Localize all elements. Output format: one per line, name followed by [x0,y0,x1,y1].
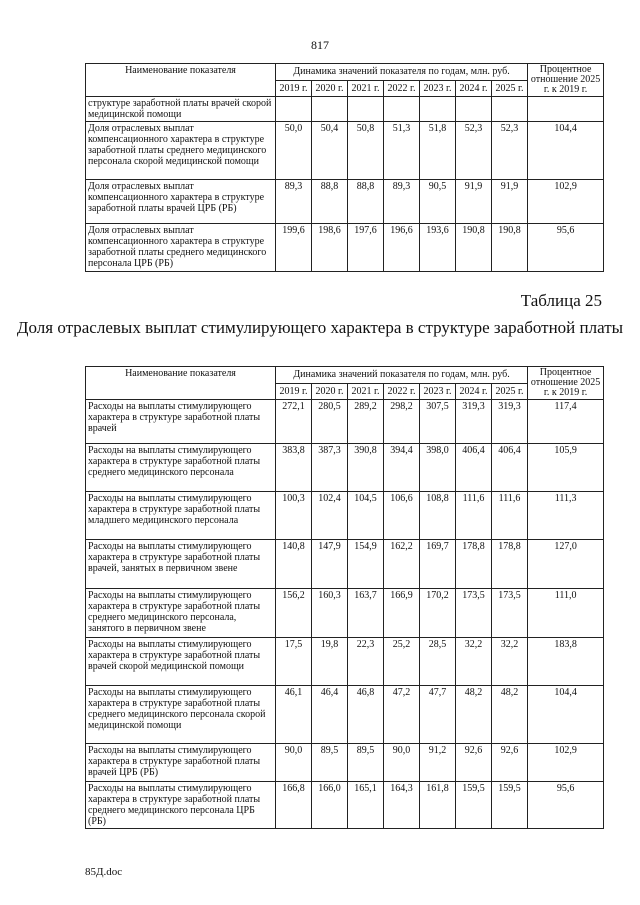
cell-value: 289,2 [348,400,384,444]
cell-percent [528,97,604,122]
cell-value: 173,5 [492,589,528,638]
cell-percent: 105,9 [528,444,604,492]
cell-value: 17,5 [276,638,312,686]
cell-value: 199,6 [276,224,312,272]
row-indicator-name: Расходы на выплаты стимулирующего характера в структуре заработной платы среднего медицинского персонала скорой медицинской помощи [86,686,276,744]
cell-value: 111,6 [456,492,492,540]
cell-value: 307,5 [420,400,456,444]
cell-value: 46,4 [312,686,348,744]
cell-value [276,97,312,122]
cell-value: 165,1 [348,782,384,829]
cell-value: 190,8 [456,224,492,272]
cell-value: 108,8 [420,492,456,540]
table-row [86,492,604,540]
cell-value: 390,8 [348,444,384,492]
cell-value: 88,8 [348,180,384,224]
cell-value: 161,8 [420,782,456,829]
cell-value: 298,2 [384,400,420,444]
row-indicator-name: Расходы на выплаты стимулирующего характера в структуре заработной платы врачей ЦРБ (РБ) [86,744,276,782]
cell-value: 193,6 [420,224,456,272]
cell-percent: 102,9 [528,744,604,782]
cell-value: 25,2 [384,638,420,686]
table-row [86,638,604,686]
table-row [86,744,604,782]
header-percent: Процентное отношение 2025 г. к 2019 г. [528,64,604,97]
cell-value: 156,2 [276,589,312,638]
row-indicator-name: Расходы на выплаты стимулирующего характера в структуре заработной платы врачей, занятых в первичном звене [86,540,276,589]
cell-value: 319,3 [492,400,528,444]
cell-value: 319,3 [456,400,492,444]
table-title: Доля отраслевых выплат стимулирующего характера в структуре заработной платы [16,318,624,337]
header-year: 2020 г. [312,383,348,400]
cell-value: 100,3 [276,492,312,540]
header-name-col: Наименование показателя [86,64,276,97]
cell-percent: 111,0 [528,589,604,638]
row-indicator-name: Доля отраслевых выплат компенсационного характера в структуре заработной платы врачей ЦРБ (РБ) [86,180,276,224]
cell-value: 50,0 [276,122,312,180]
cell-value: 90,0 [384,744,420,782]
header-name-col: Наименование показателя [86,367,276,400]
header-year: 2022 г. [384,383,420,400]
table-row [86,540,604,589]
header-year: 2021 г. [348,383,384,400]
cell-value: 92,6 [492,744,528,782]
cell-value: 166,0 [312,782,348,829]
cell-value: 178,8 [456,540,492,589]
cell-value: 394,4 [384,444,420,492]
page-number: 817 [311,38,329,52]
cell-value: 89,5 [312,744,348,782]
cell-percent: 117,4 [528,400,604,444]
cell-value: 383,8 [276,444,312,492]
cell-value: 32,2 [456,638,492,686]
header-year: 2022 г. [384,80,420,97]
header-year: 2023 г. [420,383,456,400]
cell-value: 50,8 [348,122,384,180]
cell-percent: 104,4 [528,686,604,744]
cell-value: 198,6 [312,224,348,272]
cell-percent: 102,9 [528,180,604,224]
cell-value: 190,8 [492,224,528,272]
table-25 [85,366,604,829]
cell-value: 46,1 [276,686,312,744]
cell-value: 92,6 [456,744,492,782]
cell-value: 196,6 [384,224,420,272]
cell-value: 51,8 [420,122,456,180]
cell-value: 51,3 [384,122,420,180]
table-row [86,224,604,272]
row-indicator-name: структуре заработной платы врачей скорой медицинской помощи [86,97,276,122]
cell-value: 88,8 [312,180,348,224]
cell-value: 140,8 [276,540,312,589]
header-dynamics: Динамика значений показателя по годам, млн. руб. [276,367,528,384]
cell-value: 32,2 [492,638,528,686]
cell-value: 159,5 [492,782,528,829]
table-label: Таблица 25 [520,291,602,310]
cell-value: 89,3 [384,180,420,224]
cell-value: 90,0 [276,744,312,782]
cell-value: 166,8 [276,782,312,829]
header-year: 2019 г. [276,80,312,97]
cell-value: 48,2 [492,686,528,744]
cell-value [312,97,348,122]
footer-filename: 85Д.doc [85,866,123,878]
cell-value: 91,2 [420,744,456,782]
cell-percent: 127,0 [528,540,604,589]
cell-value: 89,3 [276,180,312,224]
cell-value [492,97,528,122]
cell-value: 52,3 [456,122,492,180]
cell-percent: 95,6 [528,224,604,272]
cell-value: 387,3 [312,444,348,492]
cell-value: 111,6 [492,492,528,540]
row-indicator-name: Доля отраслевых выплат компенсационного характера в структуре заработной платы среднего медицинского персонала ЦРБ (РБ) [86,224,276,272]
cell-percent: 183,8 [528,638,604,686]
header-year: 2024 г. [456,80,492,97]
table-continued [85,63,604,272]
cell-value: 91,9 [492,180,528,224]
table-a-body [86,97,604,272]
header-year: 2019 г. [276,383,312,400]
cell-value: 280,5 [312,400,348,444]
header-year: 2023 г. [420,80,456,97]
cell-value: 163,7 [348,589,384,638]
cell-value: 398,0 [420,444,456,492]
cell-value: 169,7 [420,540,456,589]
header-year: 2020 г. [312,80,348,97]
cell-value: 22,3 [348,638,384,686]
cell-value: 47,7 [420,686,456,744]
cell-value: 104,5 [348,492,384,540]
table-b-body [86,400,604,829]
cell-value: 28,5 [420,638,456,686]
cell-percent: 104,4 [528,122,604,180]
table-row [86,180,604,224]
cell-value [420,97,456,122]
cell-value: 89,5 [348,744,384,782]
cell-value: 166,9 [384,589,420,638]
cell-value: 102,4 [312,492,348,540]
cell-value: 147,9 [312,540,348,589]
cell-value: 159,5 [456,782,492,829]
cell-value: 160,3 [312,589,348,638]
header-year: 2021 г. [348,80,384,97]
row-indicator-name: Расходы на выплаты стимулирующего характера в структуре заработной платы врачей [86,400,276,444]
cell-value: 197,6 [348,224,384,272]
cell-value [456,97,492,122]
cell-value: 90,5 [420,180,456,224]
table-row [86,400,604,444]
cell-value [348,97,384,122]
header-year: 2025 г. [492,383,528,400]
header-percent: Процентное отношение 2025 г. к 2019 г. [528,367,604,400]
cell-value: 50,4 [312,122,348,180]
cell-value: 272,1 [276,400,312,444]
table-row [86,97,604,122]
table-row [86,782,604,829]
cell-value [384,97,420,122]
cell-value: 19,8 [312,638,348,686]
cell-value: 47,2 [384,686,420,744]
row-indicator-name: Расходы на выплаты стимулирующего характера в структуре заработной платы младшего медицинского персонала [86,492,276,540]
header-dynamics: Динамика значений показателя по годам, млн. руб. [276,64,528,81]
cell-percent: 111,3 [528,492,604,540]
row-indicator-name: Расходы на выплаты стимулирующего характера в структуре заработной платы врачей скорой медицинской помощи [86,638,276,686]
row-indicator-name: Расходы на выплаты стимулирующего характера в структуре заработной платы среднего медицинского персонала, занятого в первичном звене [86,589,276,638]
cell-percent: 95,6 [528,782,604,829]
cell-value: 48,2 [456,686,492,744]
table-row [86,589,604,638]
cell-value: 406,4 [456,444,492,492]
row-indicator-name: Расходы на выплаты стимулирующего характера в структуре заработной платы среднего медицинского персонала [86,444,276,492]
cell-value: 46,8 [348,686,384,744]
header-year: 2025 г. [492,80,528,97]
row-indicator-name: Расходы на выплаты стимулирующего характера в структуре заработной платы среднего медицинского персонала ЦРБ (РБ) [86,782,276,829]
cell-value: 164,3 [384,782,420,829]
cell-value: 52,3 [492,122,528,180]
cell-value: 162,2 [384,540,420,589]
cell-value: 106,6 [384,492,420,540]
cell-value: 173,5 [456,589,492,638]
cell-value: 406,4 [492,444,528,492]
cell-value: 178,8 [492,540,528,589]
header-year: 2024 г. [456,383,492,400]
table-row [86,444,604,492]
cell-value: 154,9 [348,540,384,589]
row-indicator-name: Доля отраслевых выплат компенсационного характера в структуре заработной платы среднего медицинского персонала скорой медицинской помощи [86,122,276,180]
table-row [86,686,604,744]
cell-value: 91,9 [456,180,492,224]
table-row [86,122,604,180]
cell-value: 170,2 [420,589,456,638]
